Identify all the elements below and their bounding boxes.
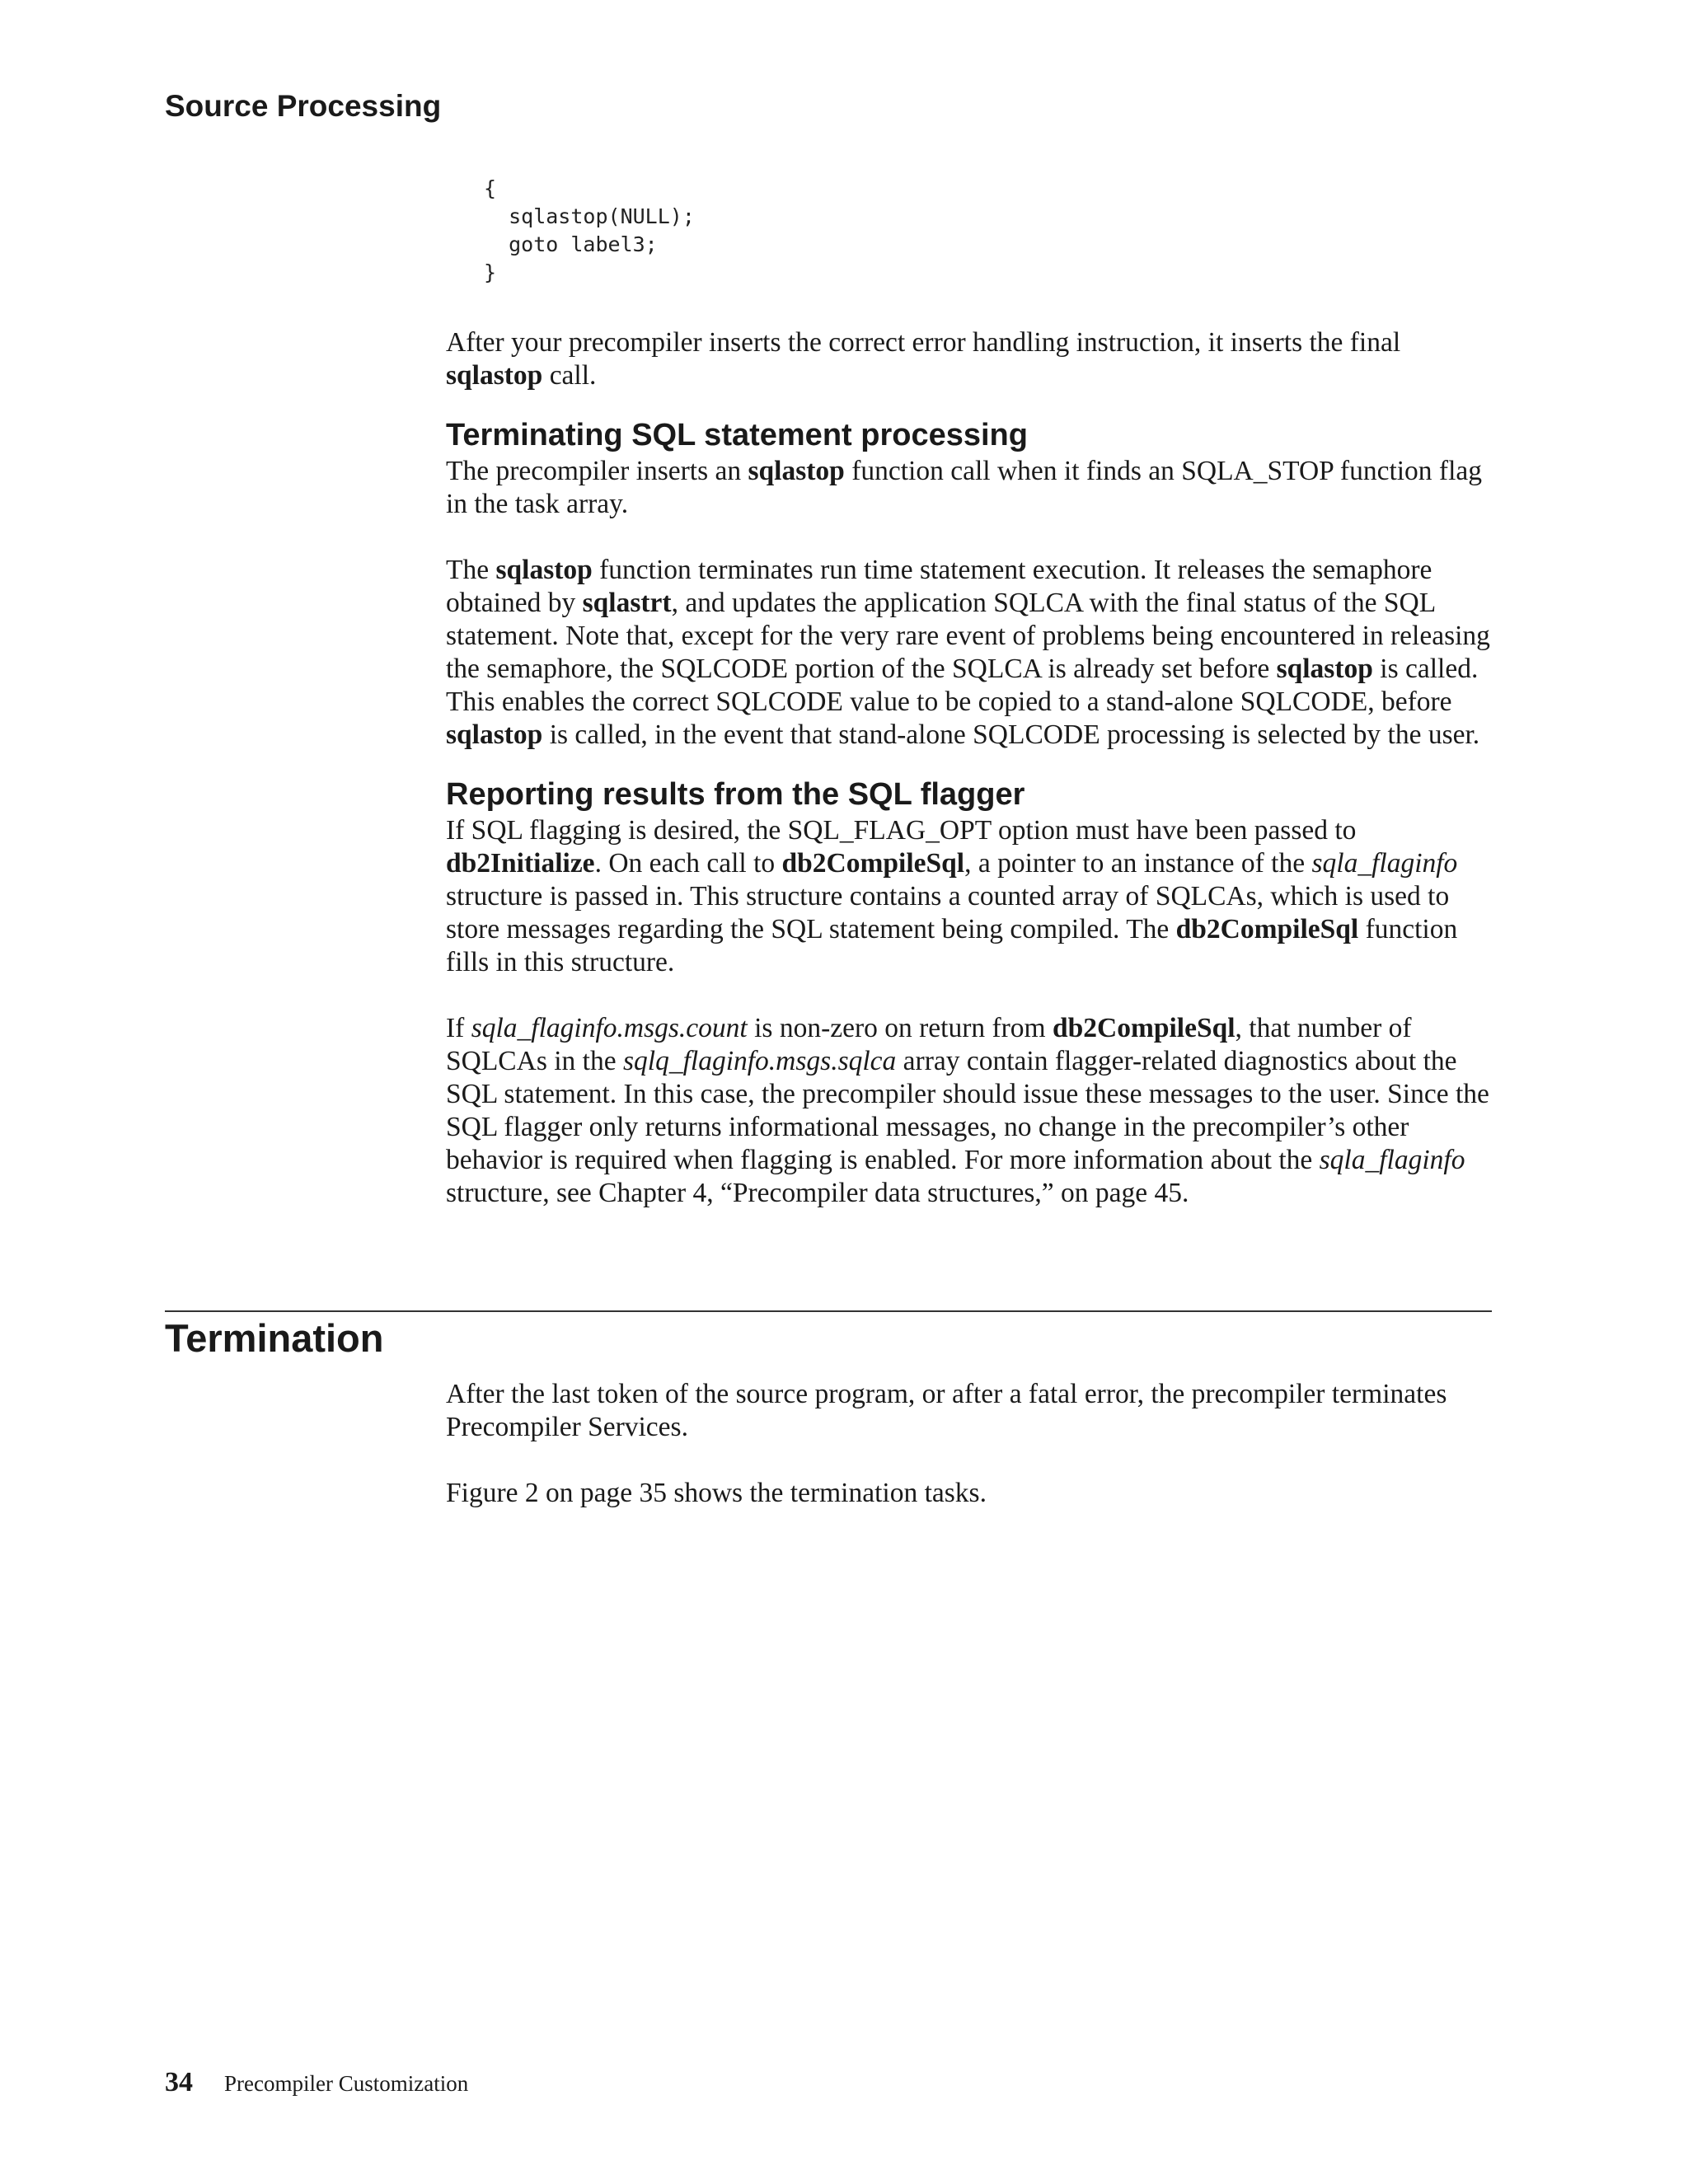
section-heading-flagger: Reporting results from the SQL flagger <box>446 777 1025 812</box>
main-content <box>446 175 1493 1210</box>
section-divider <box>165 1310 1492 1312</box>
book-title: Precompiler Customization <box>224 2071 469 2096</box>
bold-term: sqlastop <box>495 555 593 585</box>
terminating-paragraph-2 <box>446 554 1493 752</box>
text-run: After your precompiler inserts the correct error handling instruction, it inserts the final <box>446 327 1401 358</box>
bold-term: db2CompileSql <box>781 848 965 879</box>
terminating-paragraph-1 <box>446 455 1493 521</box>
bold-term: db2CompileSql <box>1175 914 1359 944</box>
text-run: structure, see Chapter 4, “Precompiler data structures,” on page 45. <box>446 1178 1189 1208</box>
termination-paragraph-1: After the last token of the source program, or after a fatal error, the precompiler terminates Precompiler Services. <box>446 1379 1447 1442</box>
section-heading-termination: Termination <box>165 1316 384 1360</box>
section-heading-terminating: Terminating SQL statement processing <box>446 418 1028 452</box>
text-run: is called, in the event that stand-alone SQLCODE processing is selected by the user. <box>542 719 1480 750</box>
flagger-paragraph-1 <box>446 814 1493 979</box>
text-run: , and updates the application SQLCA with the final status of the SQL statement. Note that, except for the very rare event of problems being encountered in releasing the semaphore, the SQLCODE portion of the SQLCA is already set before <box>446 588 1490 684</box>
text-run: function call when it finds an SQLA_STOP function flag in the task array. <box>446 456 1483 519</box>
text-run: , that number of SQLCAs in the <box>446 1013 1412 1076</box>
termination-content <box>446 1378 1493 1510</box>
bold-term: sqlastop <box>1276 654 1373 684</box>
flagger-paragraph-2 <box>446 1012 1493 1210</box>
italic-term: sqlq_flaginfo.msgs.sqlca <box>622 1046 897 1076</box>
code-line: } <box>484 260 497 284</box>
italic-term: sqla_flaginfo <box>1319 1145 1465 1175</box>
code-line: { <box>484 176 497 200</box>
text-run: If SQL flagging is desired, the SQL_FLAG_OPT option must have been passed to <box>446 815 1357 846</box>
termination-paragraph-2: Figure 2 on page 35 shows the termination tasks. <box>446 1478 987 1508</box>
code-block <box>484 175 1493 287</box>
code-line: goto label3; <box>484 232 658 256</box>
text-run: call. <box>542 360 597 391</box>
bold-term: sqlastrt <box>582 588 672 618</box>
bold-term: db2Initialize <box>446 848 595 879</box>
text-run: structure is passed in. This structure contains a counted array of SQLCAs, which is used to store messages regarding the SQL statement being compiled. The <box>446 881 1450 944</box>
text-run: The precompiler inserts an <box>446 456 748 486</box>
text-run: is non-zero on return from <box>747 1013 1053 1043</box>
running-head: Source Processing <box>165 89 442 123</box>
text-run: array contain flagger-related diagnostics about the SQL statement. In this case, the precompiler should issue these messages to the user. Since the SQL flagger only returns informational messages, no change in the precompiler’s other behavior is required when flagging is enabled. For more information about the <box>446 1046 1489 1175</box>
text-run: function terminates run time statement execution. It releases the semaphore obtained by <box>446 555 1432 618</box>
bold-term: sqlastop <box>446 360 543 391</box>
intro-paragraph <box>446 326 1493 392</box>
text-run: is called. This enables the correct SQLCODE value to be copied to a stand-alone SQLCODE, before <box>446 654 1479 717</box>
code-line: sqlastop(NULL); <box>484 204 695 228</box>
bold-term: sqlastop <box>446 719 543 750</box>
italic-term: sqla_flaginfo <box>1311 848 1458 879</box>
text-run: . On each call to <box>594 848 782 879</box>
text-run: If <box>446 1013 471 1043</box>
page-footer <box>165 2067 468 2098</box>
page-number: 34 <box>165 2067 193 2097</box>
text-run: , a pointer to an instance of the <box>964 848 1312 879</box>
text-run: The <box>446 555 496 585</box>
text-run: function fills in this structure. <box>446 914 1458 977</box>
bold-term: sqlastop <box>748 456 845 486</box>
bold-term: db2CompileSql <box>1052 1013 1236 1043</box>
italic-term: sqla_flaginfo.msgs.count <box>471 1013 748 1043</box>
